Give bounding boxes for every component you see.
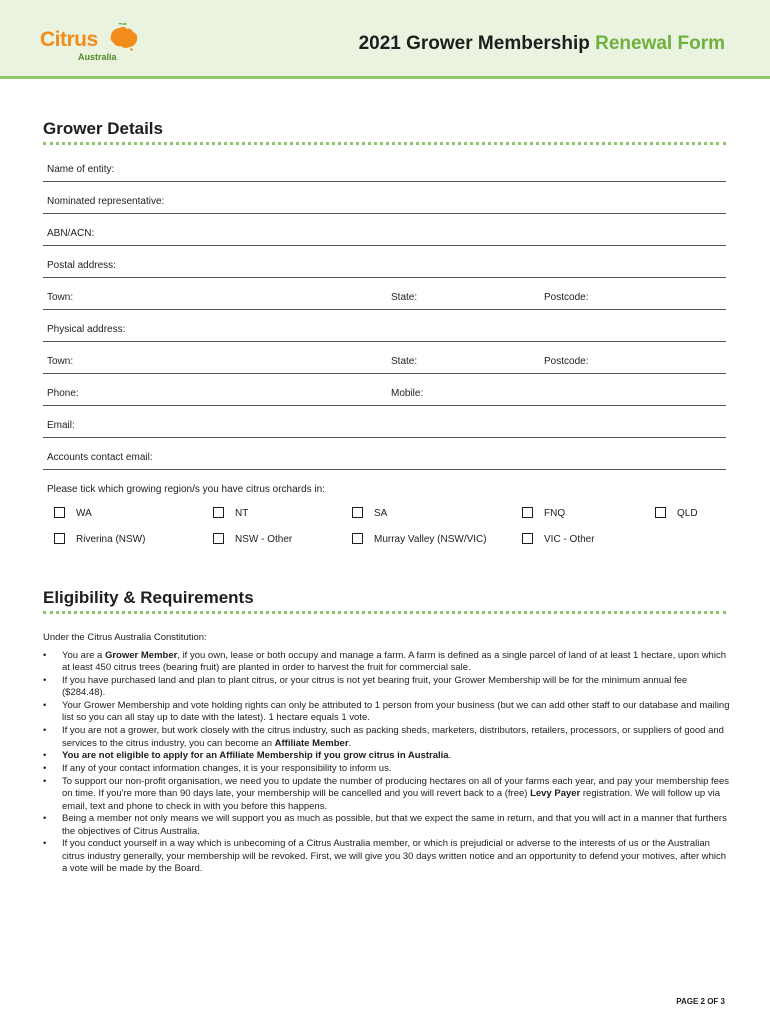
checkbox[interactable] <box>522 533 533 544</box>
list-item: • If you are not a grower, but work closely with the citrus industry, such as packing sheds, marketers, distributors, retailers, processors, or suppliers of good and services to the citrus industry, you can become an Affiliate Member. <box>43 725 733 750</box>
region-label: SA <box>374 508 388 519</box>
name-of-entity-label: Name of entity: <box>47 164 115 175</box>
name-of-entity-field[interactable] <box>43 150 726 182</box>
list-item: • You are not eligible to apply for an Affiliate Membership if you grow citrus in Australia. <box>43 750 733 762</box>
form-title-accent: Renewal Form <box>595 33 725 54</box>
section-divider <box>43 142 726 145</box>
checkbox[interactable] <box>655 507 666 518</box>
postal-town-row[interactable] <box>43 278 726 310</box>
physical-state-label: State: <box>391 356 418 367</box>
postal-address-label: Postal address: <box>47 260 116 271</box>
email-label: Email: <box>47 420 75 431</box>
checkbox[interactable] <box>352 533 363 544</box>
logo-word: Citrus <box>40 28 98 51</box>
physical-town-label: Town: <box>47 356 74 367</box>
list-item: • If you have purchased land and plan to plant citrus, or your citrus is not yet bearing fruit, your Grower Membership will be for the minimum annual fee ($284.48). <box>43 675 733 700</box>
email-field[interactable] <box>43 406 726 438</box>
constitution-intro: Under the Citrus Australia Constitution: <box>43 632 207 643</box>
checkbox[interactable] <box>54 533 65 544</box>
postal-town-label: Town: <box>47 292 74 303</box>
grower-details-heading: Grower Details <box>43 119 163 138</box>
australia-map-icon <box>108 22 140 52</box>
physical-postcode-label: Postcode: <box>544 356 589 367</box>
physical-address-field[interactable] <box>43 310 726 342</box>
checkbox[interactable] <box>213 533 224 544</box>
list-item: • Your Grower Membership and vote holding rights can only be attributed to 1 person from your business (but we can add other staff to our database and mailing list so you can all stay up to date with the latest). 1 hectare equals 1 vote. <box>43 700 733 725</box>
mobile-label: Mobile: <box>391 388 424 399</box>
abn-label: ABN/ACN: <box>47 228 95 239</box>
postal-postcode-label: Postcode: <box>544 292 589 303</box>
page-number: PAGE 2 OF 3 <box>676 997 725 1006</box>
form-title-main: 2021 Grower Membership <box>358 33 590 54</box>
checkbox[interactable] <box>352 507 363 518</box>
eligibility-list <box>43 650 733 876</box>
header-band <box>0 0 770 79</box>
phone-row[interactable] <box>43 374 726 406</box>
list-item: • If you conduct yourself in a way which is unbecoming of a Citrus Australia member, or which is prejudicial or adverse to the interests of us or the Australian citrus industry generally, your membership will be revoked. First, we will give you 30 days written notice and an opportunity to defend your motives, after which a vote will be made by the Board. <box>43 838 733 875</box>
nominated-rep-field[interactable] <box>43 182 726 214</box>
eligibility-heading: Eligibility & Requirements <box>43 588 254 607</box>
phone-label: Phone: <box>47 388 79 399</box>
list-item: • You are a Grower Member, if you own, lease or both occupy and manage a farm. A farm is defined as a single parcel of land of at least 1 hectare, upon which at least 450 citrus trees (bearing fruit) are planted in order to harvest the fruit for commercial sale. <box>43 650 733 675</box>
physical-address-label: Physical address: <box>47 324 126 335</box>
accounts-email-field[interactable] <box>43 438 726 470</box>
region-label: Riverina (NSW) <box>76 534 146 545</box>
checkbox[interactable] <box>213 507 224 518</box>
region-label: VIC - Other <box>544 534 595 545</box>
abn-field[interactable] <box>43 214 726 246</box>
section-divider <box>43 611 726 614</box>
list-item: • Being a member not only means we will support you as much as possible, but that we expect the same in return, and that you will act in a manner that furthers the objectives of Citrus Australia. <box>43 813 733 838</box>
region-label: NSW - Other <box>235 534 293 545</box>
nominated-rep-label: Nominated representative: <box>47 196 165 207</box>
list-item: • To support our non-profit organisation, we need you to update the number of producing hectares on all of your farms each year, and pay your membership fees on time. If you're more than 90 days late, your membership will be cancelled and you will revert back to a (free) Levy Payer registration. We will follow up via email, text and phone to check in with you before this happens. <box>43 776 733 813</box>
region-label: Murray Valley (NSW/VIC) <box>374 534 487 545</box>
physical-town-row[interactable] <box>43 342 726 374</box>
checkbox[interactable] <box>522 507 533 518</box>
citrus-australia-logo <box>40 22 140 64</box>
checkbox[interactable] <box>54 507 65 518</box>
region-label: WA <box>76 508 92 519</box>
list-item: • If any of your contact information changes, it is your responsibility to inform us. <box>43 763 733 775</box>
postal-state-label: State: <box>391 292 418 303</box>
postal-address-field[interactable] <box>43 246 726 278</box>
accounts-email-line <box>43 469 726 470</box>
accounts-email-label: Accounts contact email: <box>47 452 153 463</box>
logo-subtitle: Australia <box>78 52 117 62</box>
region-label: QLD <box>677 508 698 519</box>
region-prompt: Please tick which growing region/s you have citrus orchards in: <box>47 484 325 495</box>
region-label: NT <box>235 508 249 519</box>
region-label: FNQ <box>544 508 566 519</box>
form-title <box>359 33 725 55</box>
